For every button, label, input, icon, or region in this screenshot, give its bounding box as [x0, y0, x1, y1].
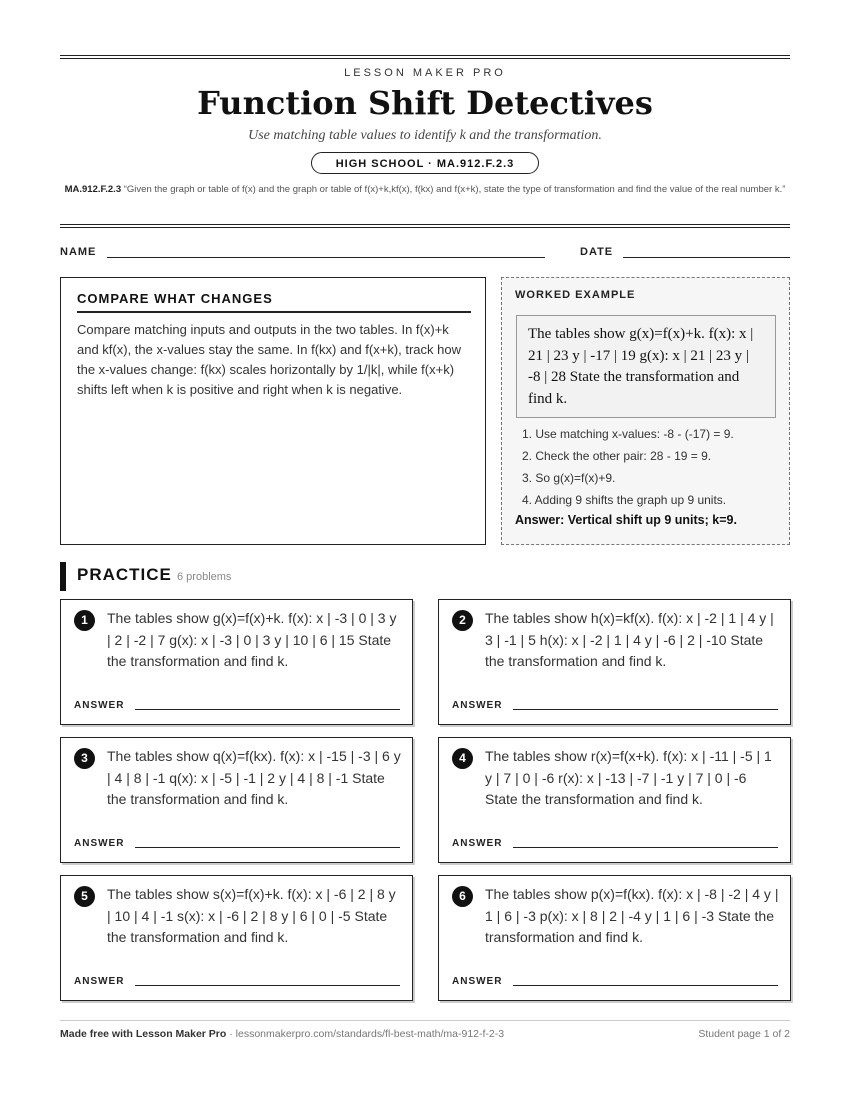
header-top-rule	[60, 55, 790, 59]
brand-name: LESSON MAKER PRO	[344, 67, 506, 79]
level-badge: HIGH SCHOOL · MA.912.F.2.3	[311, 152, 539, 174]
problem-text: The tables show s(x)=f(x)+k. f(x): x | -6 | 2 | 8 y | 10 | 4 | -1 s(x): x | -6 | 2 | 8 y | 6 | 0 | -5 State the transformation and find k.	[107, 886, 396, 945]
answer-label: ANSWER	[452, 700, 503, 711]
footer-brand: Made free with Lesson Maker Pro	[60, 1028, 227, 1040]
worked-step: 2. Check the other pair: 28 - 19 = 9.	[522, 449, 712, 463]
problem-text: The tables show g(x)=f(x)+k. f(x): x | -3 | 0 | 3 y | 2 | -2 | 7 g(x): x | -3 | 0 | 3 y | 10 | 6 | 15 State the transformation and find k.	[107, 610, 397, 669]
worked-step: 1. Use matching x-values: -8 - (-17) = 9.	[522, 427, 734, 441]
practice-heading: PRACTICE	[77, 565, 172, 584]
problem-card-1	[60, 599, 413, 725]
worked-step: 3. So g(x)=f(x)+9.	[522, 471, 616, 485]
header-bottom-rule	[60, 224, 790, 228]
answer-label: ANSWER	[452, 838, 503, 849]
answer-label: ANSWER	[452, 976, 503, 987]
name-label: NAME	[60, 246, 97, 258]
date-field[interactable]	[623, 257, 790, 258]
practice-accent-bar	[60, 562, 66, 591]
standard-code: MA.912.F.2.3	[64, 184, 122, 195]
problem-card-4	[438, 737, 791, 863]
answer-field[interactable]	[135, 847, 400, 848]
standard-text: “Given the graph or table of f(x) and the graph or table of f(x)+k,kf(x), f(kx) and f(x+k), state the type of transformation and find the value of the real number k.”	[123, 184, 786, 195]
problem-number: 4	[452, 748, 473, 769]
page-title: Function Shift Detectives	[197, 84, 653, 122]
compare-panel	[60, 277, 486, 545]
answer-label: ANSWER	[74, 976, 125, 987]
problem-text: The tables show h(x)=kf(x). f(x): x | -2 | 1 | 4 y | 3 | -1 | 5 h(x): x | -2 | 1 | 4 y | -6 | 2 | -10 State the transformation and find k.	[485, 610, 774, 669]
worked-example-panel	[501, 277, 790, 545]
standard-statement	[60, 182, 790, 197]
problem-number: 2	[452, 610, 473, 631]
worked-example-answer: Answer: Vertical shift up 9 units; k=9.	[515, 513, 737, 527]
problem-number: 5	[74, 886, 95, 907]
problem-number: 1	[74, 610, 95, 631]
page-subtitle: Use matching table values to identify k and the transformation.	[248, 128, 602, 143]
footer-credit	[60, 1028, 504, 1040]
problem-card-3	[60, 737, 413, 863]
answer-field[interactable]	[513, 709, 778, 710]
worked-example-heading: WORKED EXAMPLE	[515, 289, 636, 301]
answer-field[interactable]	[513, 985, 778, 986]
problem-card-6	[438, 875, 791, 1001]
problem-card-2	[438, 599, 791, 725]
name-field[interactable]	[107, 257, 545, 258]
worksheet-page	[60, 0, 790, 1100]
problem-number: 3	[74, 748, 95, 769]
answer-label: ANSWER	[74, 838, 125, 849]
worked-step: 4. Adding 9 shifts the graph up 9 units.	[522, 493, 727, 507]
footer-rule	[60, 1020, 790, 1021]
footer-url[interactable]: · lessonmakerpro.com/standards/fl-best-math/ma-912-f-2-3	[229, 1028, 505, 1040]
date-label: DATE	[580, 246, 614, 258]
compare-heading: COMPARE WHAT CHANGES	[77, 291, 471, 313]
worked-example-steps	[522, 423, 734, 511]
answer-field[interactable]	[135, 709, 400, 710]
compare-body: Compare matching inputs and outputs in the two tables. In f(x)+k and kf(x), the x-values stay the same. In f(kx) and f(x+k), track how the x-values change: f(kx) scales horizontally by 1/|k|, while f(x+k) shifts left when k is positive and right when k is negative.	[77, 322, 462, 397]
answer-field[interactable]	[135, 985, 400, 986]
answer-field[interactable]	[513, 847, 778, 848]
problem-text: The tables show p(x)=f(kx). f(x): x | -8 | -2 | 4 y | 1 | 6 | -3 p(x): x | 8 | 2 | -4 y | 1 | 6 | -3 State the transformation and find k.	[485, 886, 779, 945]
problem-text: The tables show q(x)=f(kx). f(x): x | -15 | -3 | 6 y | 4 | 8 | -1 q(x): x | -5 | -1 | 2 y | 4 | 8 | -1 State the transformation and find k.	[107, 748, 401, 807]
practice-count: 6 problems	[177, 571, 232, 583]
worked-example-problem: The tables show g(x)=f(x)+k. f(x): x | 21 | 23 y | -17 | 19 g(x): x | 21 | 23 y | -8 | 28 State the transformation and find k.	[516, 315, 776, 418]
problem-text: The tables show r(x)=f(x+k). f(x): x | -11 | -5 | 1 y | 7 | 0 | -6 r(x): x | -13 | -7 | -1 y | 7 | 0 | -6 State the transformation and find k.	[485, 748, 772, 807]
answer-label: ANSWER	[74, 700, 125, 711]
problem-number: 6	[452, 886, 473, 907]
problem-card-5	[60, 875, 413, 1001]
page-indicator: Student page 1 of 2	[698, 1028, 790, 1040]
